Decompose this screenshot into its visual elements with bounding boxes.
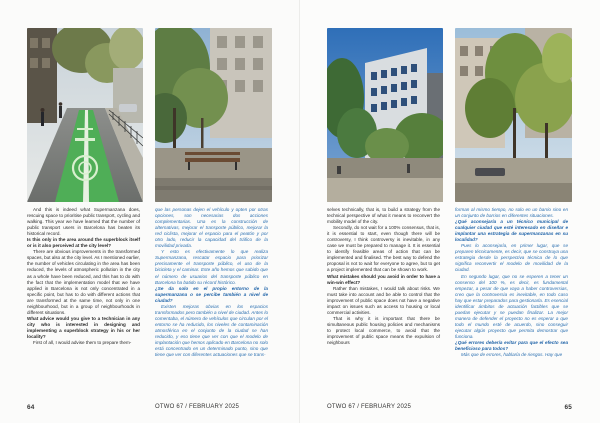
issue-label: OTWO 67 / FEBRUARY 2025	[155, 404, 240, 410]
interview-question: ¿Qué errores debería evitar para que el efecto sea beneficioso para todos?	[455, 340, 568, 352]
paragraph: Más que de errores, hablaría de riesgos. Hay que	[461, 352, 563, 358]
paragraph: forman al mismo tiempo, no solo en un barrio sino en un conjunto de barrios en diferentes situaciones.	[455, 207, 568, 219]
paragraph: Existen mejoras obvias en los espacios transformados pero también a nivel de ciudad. Antes lo comentaba, el número de vehículos que circulan por el entorno se ha reducido, los niveles de contaminación atmosférica en el conjunto de la ciudad se han reducido, y eso tiene que ver con que el modelo de implantación que hemos aplicado en Barcelona no solo está concentrado en un determinado punto, sino que tiene que ver con diferentes actuaciones que se trans-	[155, 303, 268, 358]
paragraph: There are obvious improvements in the transformed spaces, but also at the city level. As I mentioned earlier, the number of vehicles circulating in the area has been reduced, the levels of atmospheric pollution in the city as a whole have been reduced, and this has to do with the fact that the implementation model that we have applied in Barcelona is not only concentrated in a specific point, but has to do with different actions that are transformed at the same time, not only in one neighbourhood, but in a group of neighbourhoods in different situations.	[27, 249, 140, 315]
interview-question: ¿Qué aconsejaría a un técnico municipal de cualquier ciudad que esté interesado en diseñar e implantar una estrategia de supermanzanas en su localidad?	[455, 219, 568, 243]
paragraph: Y esto es efectivamente lo que realiza Supermanzana, rescatar espacio para priorizar precisamente el transporte público, el uso de la bicicleta y el caminar. Este año hemos que sabido que el número de usuarios del transporte público en Barcelona ha batido su récord histórico.	[155, 249, 268, 285]
paragraph: And this is indeed what Supermanzana does, rescuing space to prioritise public transport, cycling and walking. This year we have learned that the number of public transport users in Barcelona has beaten its historical record.	[27, 207, 140, 237]
street-bike-lane-photo	[27, 28, 143, 202]
page-number: 64	[27, 404, 35, 411]
interview-question: ¿Se da solo en el propio entorno de la supermanzana o se percibe también a nivel de ciudad?	[155, 285, 268, 303]
right-footer	[327, 404, 572, 410]
right-page-column-spanish	[455, 207, 568, 358]
paragraph: First of all, I would advise them to prepare them-	[33, 340, 132, 346]
tree-lined-street-photo	[155, 28, 272, 202]
paragraph: Secondly, do not wait for a 100% consensus, that is, it is essential to start, even though there will be controversy, I think controversy is inevitable, in any case we must be prepared to manage it. It is essential to identify feasible areas of action that can be implemented and finalised. The best way to defend the proposal is not to wait for everyone to agree, but to get a project implemented that can be shown to work.	[327, 225, 440, 273]
interview-question: What mistakes should you avoid in order to have a win-win effect?	[327, 273, 440, 285]
paragraph: That is why it is important that there be simultaneous public housing policies and mechanisms to protect local commerce, to avoid that the improvement of public space means the expulsion of neighbours	[327, 315, 440, 346]
interview-question: What advice would you give to a technician in any city who is interested in designing and implementing a superblock strategy in his or her locality?	[27, 315, 140, 339]
left-footer	[27, 404, 272, 411]
paragraph: En segundo lugar, que no se esperen a tener un consenso del 100 %, es decir, es fundamental empezar, a pesar de que vaya a haber controversias, creo que la controversia es inevitable, en todo caso hay que estar preparados para gestionarla. Es esencial identificar ámbitos de actuación factibles que se puedan ejecutar y se puedan finalizar. La mejor manera de defender el proyecto no es esperar a que todo el mundo esté de acuerdo, sino conseguir ejecutar algún proyecto que permita demostrar que funciona.	[455, 273, 568, 339]
page-number: 65	[564, 404, 572, 411]
left-page-column-spanish	[155, 207, 268, 358]
issue-label: OTWO 67 / FEBRUARY 2025	[327, 404, 412, 410]
modern-building-street-photo	[327, 28, 443, 202]
paragraph: Rather than mistakes, I would talk about risks. We must take into account and be able to control that the improvement of public space does not have a negative impact on issues such as access to housing or local commercial activities.	[327, 285, 440, 315]
right-page	[300, 0, 600, 423]
right-page-column-english	[327, 207, 440, 346]
left-page-column-english	[27, 207, 140, 346]
paragraph: selves technically, that is, to build a strategy from the technical perspective of what it means to reconvert the mobility model of the city.	[327, 207, 440, 225]
paragraph: Pues lo aconsejaría, en primer lugar, que se preparen técnicamente, es decir, que se construya una estrategia desde la perspectiva técnica de lo que significa reconvertir el modelo de movilidad de la ciudad.	[455, 243, 568, 273]
urban-trees-residential-photo	[455, 28, 572, 202]
paragraph: que las personas dejen el vehículo y opten por otras opciones, son necesarias dos acciones complementarias. Una es la construcción de alternativas, mejorar el transporte público, mejorar la red ciclista, mejorar el espacio para el peatón y por otro lado, reducir la capacidad del tráfico de la movilidad privada.	[155, 207, 268, 249]
interview-question: Is this only in the area around the superblock itself or is it also perceived at the city level?	[27, 237, 140, 249]
